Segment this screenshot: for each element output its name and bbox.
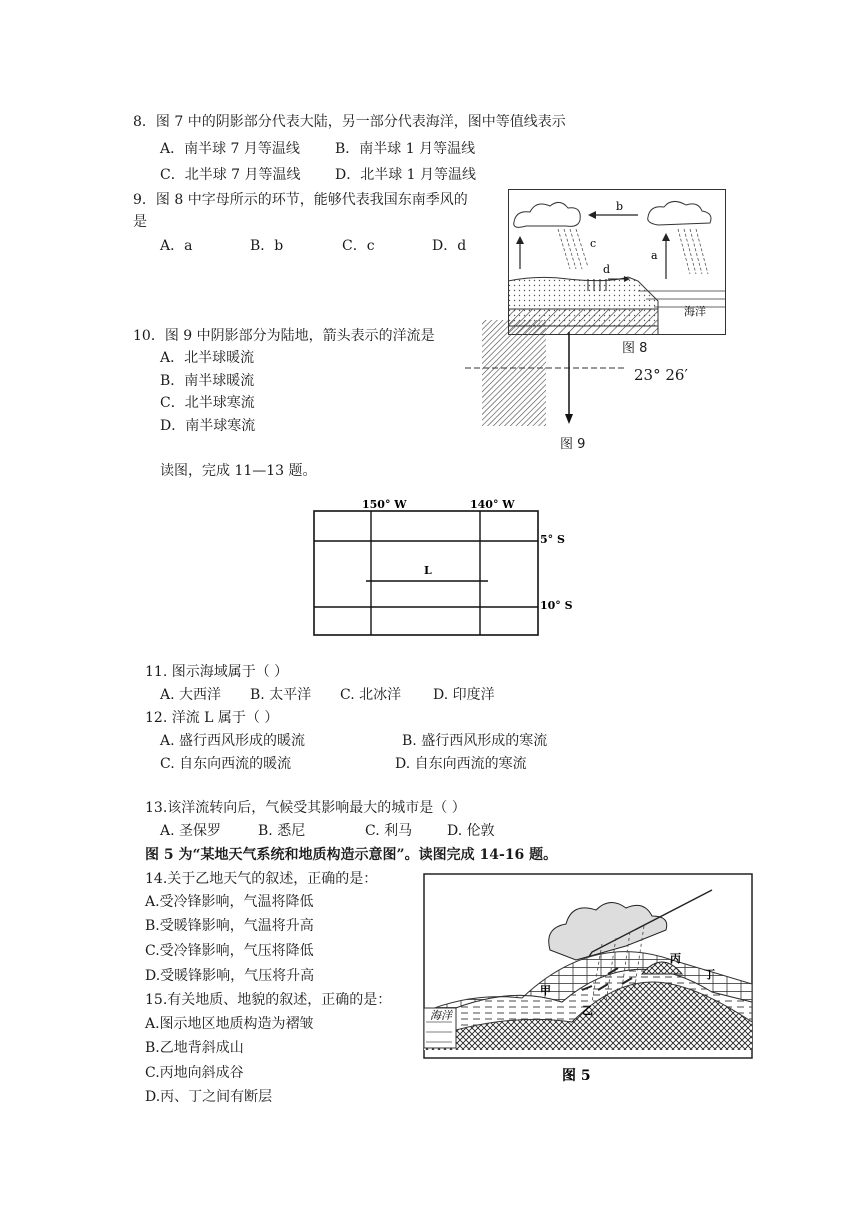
q8-option-a: A．南半球 7 月等温线: [160, 141, 300, 157]
q11-option-b: B. 太平洋: [250, 687, 312, 703]
q9-stem: 9．图 8 中字母所示的环节，能够代表我国东南季风的: [133, 192, 468, 208]
fig8-caption: 图 8: [622, 341, 648, 356]
fig8-label-c: c: [590, 237, 597, 250]
q12-option-b: B. 盛行西风形成的寒流: [402, 733, 548, 749]
q14-stem: 14.关于乙地天气的叙述，正确的是：: [145, 871, 378, 887]
q14-option-d: D.受暖锋影响，气压将升高: [145, 968, 315, 984]
q13-option-a: A. 圣保罗: [160, 823, 222, 839]
q15-option-c: C.丙地向斜成谷: [145, 1065, 244, 1081]
q15-option-b: B.乙地背斜成山: [145, 1040, 244, 1056]
q9-stem-continued: 是: [133, 214, 147, 230]
q10-option-d: D．南半球寒流: [160, 418, 256, 434]
q11-option-a: A. 大西洋: [160, 687, 222, 703]
q10-option-b: B．南半球暖流: [160, 373, 255, 389]
fig9-caption: 图 9: [560, 437, 586, 452]
q12-option-d: D. 自东向西流的寒流: [395, 756, 527, 772]
fig5-label-jia: 甲: [540, 984, 551, 997]
fig5-label-yi: 乙: [582, 1004, 593, 1017]
q9-option-b: B．b: [250, 238, 284, 254]
fig8-label-b: b: [616, 200, 624, 213]
intro-14-16: 图 5 为“某地天气系统和地质构造示意图”。读图完成 14-16 题。: [145, 847, 558, 863]
fig8-label-sea: 海洋: [684, 305, 706, 318]
q10-option-a: A．北半球暖流: [160, 350, 255, 366]
q15-option-d: D.丙、丁之间有断层: [145, 1089, 273, 1105]
fig8-label-d: d: [603, 263, 611, 276]
q9-option-a: A．a: [160, 238, 193, 254]
q14-option-c: C.受冷锋影响，气压将降低: [145, 943, 314, 959]
q8-stem: 8．图 7 中的阴影部分代表大陆，另一部分代表海洋，图中等值线表示: [133, 114, 566, 130]
fig5-caption: 图 5: [562, 1068, 591, 1084]
fig5-label-ding: 丁: [704, 968, 715, 981]
figure-5-weather-geology: [412, 872, 754, 1084]
q12-stem: 12. 洋流 L 属于（ ）: [145, 710, 279, 726]
q15-stem: 15.有关地质、地貌的叙述，正确的是：: [145, 992, 392, 1008]
figure-9-ocean-current: [465, 318, 625, 430]
map-lon-140w: 140° W: [470, 498, 515, 511]
ocean-current-map: [300, 493, 590, 643]
q10-option-c: C．北半球寒流: [160, 395, 255, 411]
q13-stem: 13.该洋流转向后，气候受其影响最大的城市是（ ）: [145, 800, 466, 816]
q13-option-c: C. 利马: [365, 823, 413, 839]
q12-option-c: C. 自东向西流的暖流: [160, 756, 292, 772]
q15-option-a: A.图示地区地质构造为褶皱: [145, 1016, 314, 1032]
q13-option-d: D. 伦敦: [447, 823, 495, 839]
figure-8-water-cycle: [508, 189, 726, 335]
fig8-label-a: a: [651, 249, 658, 262]
map-lon-150w: 150° W: [362, 498, 407, 511]
fig5-label-bing: 丙: [670, 952, 681, 965]
fig5-label-sea: 海洋: [430, 1009, 452, 1022]
map-lat-10s: 10° S: [540, 599, 573, 612]
q11-option-d: D. 印度洋: [433, 687, 495, 703]
q9-option-c: C．c: [342, 238, 375, 254]
q12-option-a: A. 盛行西风形成的暖流: [160, 733, 306, 749]
q9-option-d: D．d: [432, 238, 467, 254]
q8-option-c: C．北半球 7 月等温线: [160, 167, 301, 183]
fig9-latitude-label: 23° 26′: [634, 366, 688, 384]
intro-11-13: 读图，完成 11—13 题。: [160, 463, 317, 479]
q11-stem: 11. 图示海域属于（ ）: [145, 664, 289, 680]
q14-option-b: B.受暖锋影响，气温将升高: [145, 918, 314, 934]
q14-option-a: A.受冷锋影响，气温将降低: [145, 894, 314, 910]
q11-option-c: C. 北冰洋: [340, 687, 402, 703]
q8-option-b: B．南半球 1 月等温线: [335, 141, 476, 157]
map-lat-5s: 5° S: [540, 533, 565, 546]
q13-option-b: B. 悉尼: [258, 823, 306, 839]
q10-stem: 10．图 9 中阴影部分为陆地，箭头表示的洋流是: [133, 328, 435, 344]
map-current-label: L: [424, 564, 432, 577]
q8-option-d: D．北半球 1 月等温线: [335, 167, 477, 183]
